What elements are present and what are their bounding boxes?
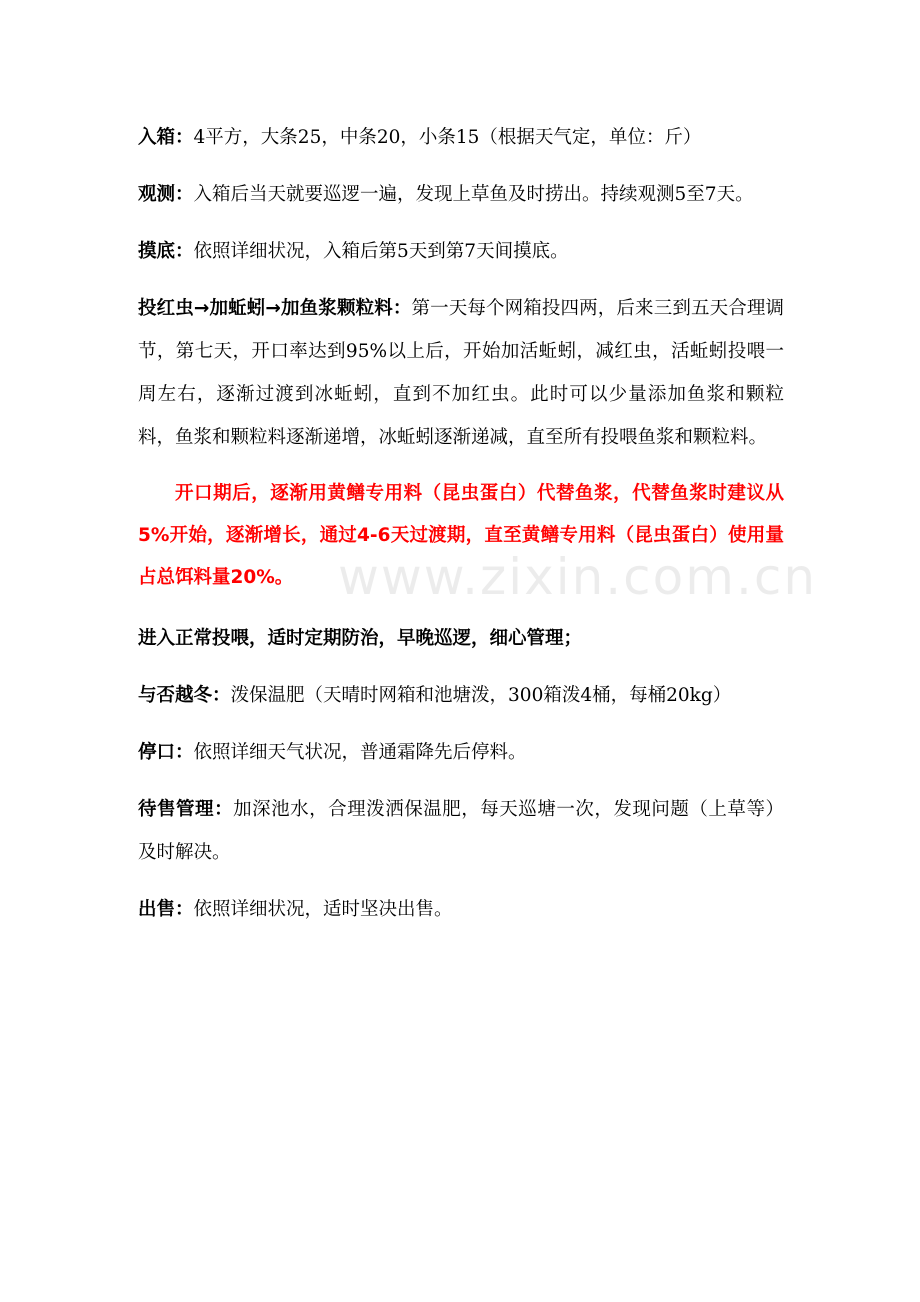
text-guance: 入箱后当天就要巡逻一遍，发现上草鱼及时捞出。持续观测5至7天。 [193, 184, 754, 205]
paragraph-modi [138, 230, 784, 273]
label-presale: 待售管理 [138, 799, 215, 820]
separator: ： [392, 298, 412, 319]
text-sale: 依照详细状况，适时坚决出售。 [193, 899, 453, 920]
text-stop-feeding: 依照详细天气状况，普通霜降先后停料。 [193, 742, 527, 763]
highlight-paragraph: 开口期后，逐渐用黄鳝专用料（昆虫蛋白）代替鱼浆，代替鱼浆时建议从5%开始，逐渐增长，通过4-6天过渡期，直至黄鳝专用料（昆虫蛋白）使用量占总饵料量20%。 [138, 483, 784, 588]
label-feeding: 投红虫→加蚯蚓→加鱼浆颗粒料 [138, 298, 393, 319]
text-ruxiang: 4平方，大条25，中条20，小条15（根据天气定，单位：斤） [193, 127, 702, 148]
text-modi: 依照详细状况，入箱后第5天到第7天间摸底。 [193, 241, 569, 262]
document-body [138, 116, 784, 945]
text-overwinter: 泼保温肥（天晴时网箱和池塘泼，300箱泼4桶，每桶20kg） [230, 685, 732, 706]
separator: ： [175, 899, 194, 920]
text-feeding: 第一天每个网箱投四两，后来三到五天合理调节，第七天，开口率达到95%以上后，开始加活蚯蚓，减红虫，活蚯蚓投喂一周左右，逐渐过渡到冰蚯蚓，直到不加红虫。此时可以少量添加鱼浆和颗粒料，鱼浆和颗粒料逐渐递增，冰蚯蚓逐渐递减，直至所有投喂鱼浆和颗粒料。 [138, 298, 784, 448]
paragraph-presale [138, 788, 784, 874]
text-presale: 加深池水，合理泼洒保温肥，每天巡塘一次，发现问题（上草等）及时解决。 [138, 799, 784, 863]
paragraph-ruxiang [138, 116, 784, 159]
label-guance: 观测 [138, 184, 176, 205]
paragraph-overwinter [138, 674, 784, 717]
label-overwinter: 与否越冬 [138, 685, 213, 706]
label-modi: 摸底 [138, 241, 176, 262]
paragraph-sale [138, 888, 784, 931]
separator: ： [212, 685, 231, 706]
label-stop-feeding: 停口 [138, 742, 176, 763]
paragraph-stop-feeding [138, 731, 784, 774]
paragraph-guance [138, 173, 784, 216]
label-sale: 出售 [138, 899, 176, 920]
separator: ： [175, 127, 194, 148]
label-ruxiang: 入箱 [138, 127, 176, 148]
paragraph-normal-feeding: 进入正常投喂，适时定期防治，早晚巡逻，细心管理； [138, 628, 583, 649]
separator: ： [214, 799, 234, 820]
watermark: www.zixin.com.cn [338, 548, 818, 606]
separator: ： [175, 241, 194, 262]
paragraph-feeding [138, 287, 784, 459]
separator: ： [175, 742, 194, 763]
separator: ： [175, 184, 194, 205]
